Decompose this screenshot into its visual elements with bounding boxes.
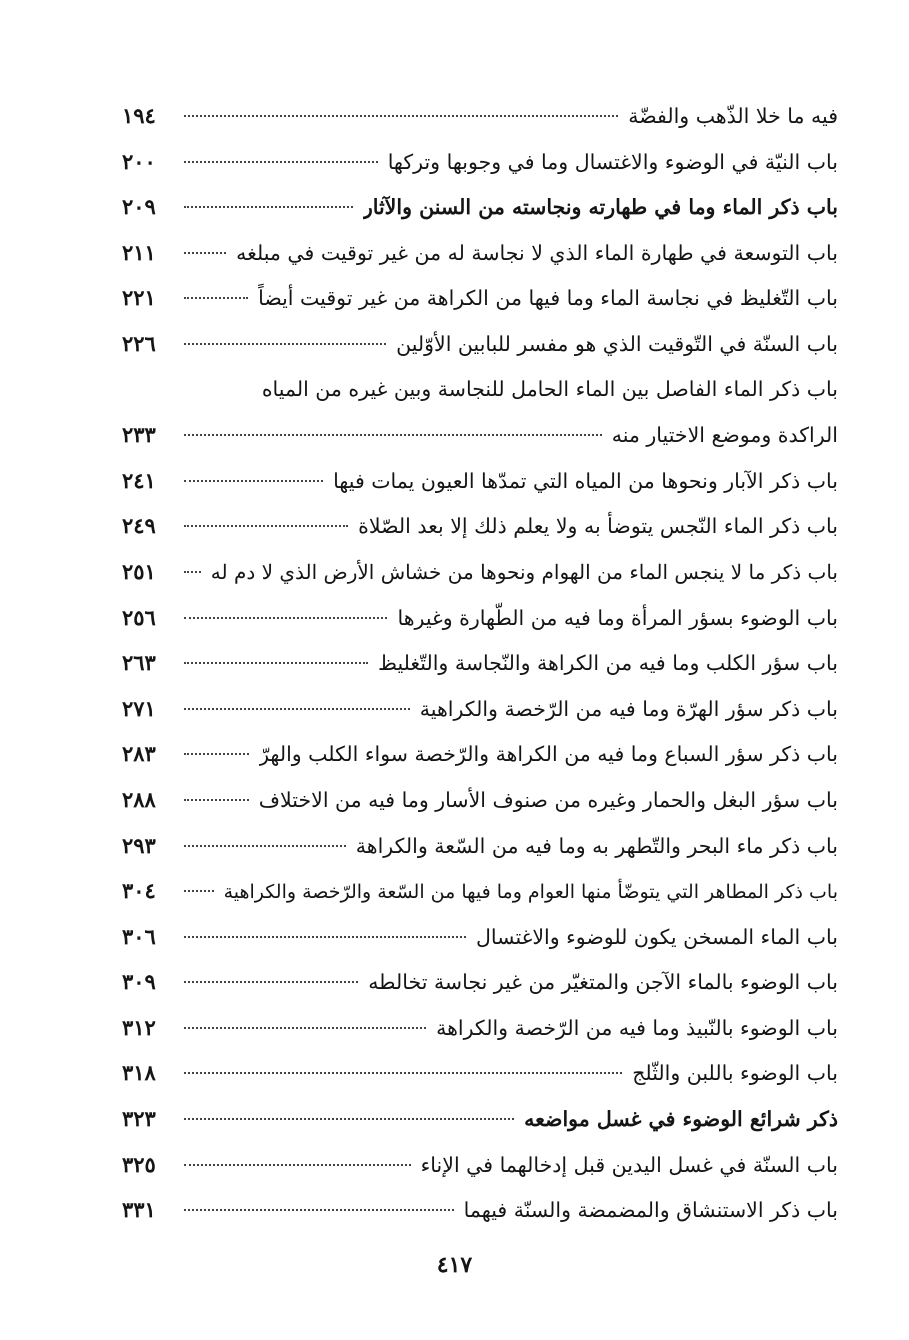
toc-entry (122, 640, 838, 686)
dot-leader (184, 753, 249, 755)
toc-entry (122, 777, 838, 823)
toc-entry-title: باب ذكر المطاهر التي يتوضّأ منها العوام وما فيها من السّعة والرّخصة والكراهية (223, 881, 838, 904)
dot-leader (184, 571, 201, 573)
toc-entry (122, 959, 838, 1005)
dot-leader (184, 434, 602, 436)
toc-entry-title: باب ذكر الآبار ونحوها من المياه التي تمدّها العيون يمات فيها (333, 468, 838, 493)
toc-entry-page: ٢١١ (122, 239, 156, 265)
dot-leader (184, 115, 618, 117)
toc-entry (122, 1005, 838, 1051)
dot-leader (184, 252, 226, 254)
toc-entry-title: باب الوضوء بالماء الآجن والمتغيّر من غير نجاسة تخالطه (368, 970, 838, 995)
toc-entry-title: باب التوسعة في طهارة الماء الذي لا نجاسة له من غير توقيت في مبلغه (236, 240, 838, 265)
toc-entry-title: باب ذكر الماء الفاصل بين الماء الحامل للنجاسة وبين غيره من المياه (261, 376, 838, 401)
toc-entry-title: فيه ما خلا الذّهب والفضّة (628, 104, 838, 128)
toc-entry-page: ٣٢٣ (122, 1106, 156, 1132)
toc-entry (122, 823, 838, 869)
toc-entry (122, 595, 838, 641)
toc-entry (122, 321, 838, 367)
toc-entry (122, 93, 838, 139)
dot-leader (184, 617, 387, 619)
dot-leader (184, 1118, 514, 1120)
toc-entry-page: ٢٨٣ (122, 741, 156, 767)
toc-entry-page: ٣٣١ (122, 1197, 156, 1223)
toc-entry (122, 686, 838, 732)
toc-entry-title: باب الوضوء بالنّبيذ وما فيه من الرّخصة والكراهة (436, 1015, 838, 1040)
toc-entry-title: باب الماء المسخن يكون للوضوء والاغتسال (476, 924, 838, 949)
toc-entry (122, 1096, 838, 1142)
toc-entry (122, 1187, 838, 1233)
toc-entry-page: ٢٢٦ (122, 330, 156, 356)
toc-entry-page: ٢٠٠ (122, 148, 156, 174)
toc-entry (122, 1142, 838, 1188)
table-of-contents (122, 93, 838, 1233)
dot-leader (184, 662, 368, 664)
toc-entry (122, 503, 838, 549)
toc-entry-title: باب ذكر سؤر الهرّة وما فيه من الرّخصة والكراهية (419, 696, 838, 721)
toc-entry (122, 458, 838, 504)
dot-leader (184, 161, 378, 163)
toc-entry-title: باب الوضوء بسؤر المرأة وما فيه من الطّهارة وغيرها (397, 605, 838, 630)
toc-entry (122, 275, 838, 321)
toc-entry-title: باب السنّة في التّوقيت الذي هو مفسر للبابين الأوّلين (396, 331, 838, 356)
dot-leader (184, 1027, 426, 1029)
dot-leader (184, 936, 466, 938)
dot-leader (184, 343, 386, 345)
toc-entry-title: باب سؤر البغل والحمار وغيره من صنوف الأسار وما فيه من الاختلاف (258, 787, 838, 812)
toc-entry-page: ٣٢٥ (122, 1151, 156, 1177)
dot-leader (184, 480, 323, 482)
toc-entry-title: باب ذكر الماء النّجس يتوضأ به ولا يعلم ذلك إلا بعد الصّلاة (358, 514, 838, 539)
toc-entry-title: باب التّغليظ في نجاسة الماء وما فيها من الكراهة من غير توقيت أيضاً (258, 286, 838, 311)
toc-entry (122, 412, 838, 458)
toc-entry-page: ٣٠٩ (122, 969, 156, 995)
toc-entry-title: باب السنّة في غسل اليدين قبل إدخالهما في الإناء (420, 1152, 838, 1177)
toc-entry-page: ٢٩٣ (122, 832, 156, 858)
toc-entry-page: ٢٠٩ (122, 194, 156, 220)
toc-entry-page: ٣١٨ (122, 1060, 156, 1086)
dot-leader (184, 206, 353, 208)
dot-leader (184, 981, 358, 983)
toc-entry-page: ٢٣٣ (122, 422, 156, 448)
toc-entry-page: ٢٧١ (122, 695, 156, 721)
toc-entry-title: باب سؤر الكلب وما فيه من الكراهة والنّجاسة والتّغليظ (377, 651, 838, 676)
toc-entry-title: باب ذكر الماء وما في طهارته ونجاسته من السنن والآثار (362, 195, 838, 220)
toc-entry-page: ٢٤١ (122, 467, 156, 493)
dot-leader (184, 890, 214, 892)
dot-leader (184, 297, 248, 299)
toc-entry (122, 230, 838, 276)
page-number: ٤١٧ (436, 1252, 473, 1278)
toc-entry (122, 1050, 838, 1096)
toc-entry (122, 914, 838, 960)
toc-entry-page: ١٩٤ (122, 103, 156, 128)
toc-entry-title: باب ذكر سؤر السباع وما فيه من الكراهة والرّخصة سواء الكلب والهرّ (259, 742, 838, 767)
toc-entry-title: باب ذكر ماء البحر والتّطهر به وما فيه من السّعة والكراهة (355, 833, 838, 858)
toc-entry-page: ٢٨٨ (122, 786, 156, 812)
dot-leader (184, 845, 346, 847)
toc-entry-page: ٣٠٦ (122, 923, 156, 949)
toc-entry (122, 184, 838, 230)
toc-entry-page: ٣١٢ (122, 1014, 156, 1040)
dot-leader (184, 1209, 454, 1211)
toc-entry-title: ذكر شرائع الوضوء في غسل مواضعه (524, 1107, 838, 1132)
toc-entry-title: باب ذكر الاستنشاق والمضمضة والسنّة فيهما (463, 1198, 838, 1223)
dot-leader (184, 1164, 411, 1166)
dot-leader (184, 708, 410, 710)
toc-entry-title: باب ذكر ما لا ينجس الماء من الهوام ونحوها من خشاش الأرض الذي لا دم له (210, 559, 838, 584)
toc-entry-page: ٢٤٩ (122, 513, 156, 539)
toc-entry (122, 367, 838, 413)
toc-entry (122, 549, 838, 595)
toc-entry (122, 139, 838, 185)
toc-entry-page: ٢٦٣ (122, 650, 156, 676)
toc-entry-page: ٢٥١ (122, 558, 156, 584)
toc-entry-title: باب النيّة في الوضوء والاغتسال وما في وجوبها وتركها (387, 149, 838, 174)
dot-leader (184, 1072, 622, 1074)
toc-entry (122, 868, 838, 914)
toc-entry-title: باب الوضوء باللبن والثّلج (632, 1061, 838, 1086)
dot-leader (184, 525, 348, 527)
toc-entry-title: الراكدة وموضع الاختيار منه (611, 423, 838, 448)
toc-entry-page: ٢٥٦ (122, 604, 156, 630)
toc-entry-page: ٢٢١ (122, 285, 156, 311)
dot-leader (184, 799, 249, 801)
toc-entry (122, 731, 838, 777)
toc-entry-page: ٣٠٤ (122, 878, 156, 904)
